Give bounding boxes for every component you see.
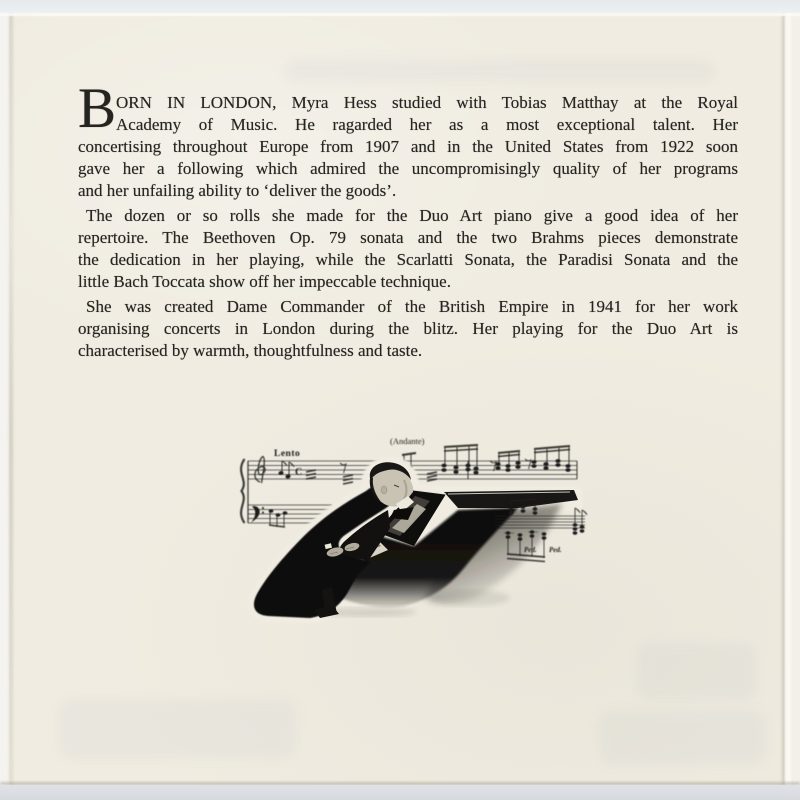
- text-line: organising concerts in London during the blitz. Her playing for the Duo Art is: [78, 319, 738, 338]
- text-line: She was created Dame Commander of the British Empire in 1941 for her work: [86, 297, 738, 316]
- text-line: concertising throughout Europe from 1907 and in the United States from 1922 soon: [78, 137, 738, 156]
- showthrough-ghost: [638, 644, 756, 699]
- page-fold-highlight: [785, 0, 791, 785]
- paper-edge-top: [0, 13, 800, 16]
- text-line: the dedication in her playing, while the Scarlatti Sonata, the Paradisi Sonata and the: [78, 250, 738, 269]
- showthrough-ghost: [60, 700, 295, 758]
- pianist-illustration: [218, 428, 588, 623]
- scanner-margin-top: [0, 0, 800, 13]
- text-line: Academy of Music. He ragarded her as a most exceptional talent. Her: [116, 115, 738, 134]
- text-line: characterised by warmth, thoughtfulness and taste.: [78, 341, 423, 360]
- text-line: and her unfailing ability to ‘deliver the goods’.: [78, 181, 397, 200]
- pedal-marking: Ped.: [549, 546, 562, 554]
- text-line: gave her a following which admired the uncompromisingly quality of her programs: [78, 159, 738, 178]
- scanner-margin-bottom: [0, 785, 800, 800]
- showthrough-ghost: [600, 712, 765, 764]
- drop-cap: B: [78, 77, 117, 140]
- page-fold-right-panel: [790, 0, 800, 785]
- liner-notes-text: [78, 77, 738, 362]
- tempo-marking-andante: (Andante): [390, 436, 425, 446]
- text-line: repertoire. The Beethoven Op. 79 sonata and the two Brahms pieces demonstrate: [78, 228, 738, 247]
- paragraph-dame-commander: [78, 296, 738, 362]
- tempo-marking-lento: Lento: [274, 449, 301, 459]
- pedal-marking: Ped.: [524, 546, 537, 554]
- text-line: The dozen or so rolls she made for the Duo Art piano give a good idea of her: [86, 206, 738, 225]
- page-left-margin: [0, 0, 9, 785]
- paragraph-born-in-london: [78, 77, 738, 202]
- paragraph-duo-art-rolls: [78, 205, 738, 293]
- page-crease: [9, 0, 13, 785]
- text-line: little Bach Toccata show off her impeccable technique.: [78, 272, 451, 291]
- text-line: ORN IN LONDON, Myra Hess studied with Tobias Matthay at the Royal: [116, 93, 738, 112]
- showthrough-ghost: [285, 60, 715, 82]
- time-signature: C: [295, 467, 303, 478]
